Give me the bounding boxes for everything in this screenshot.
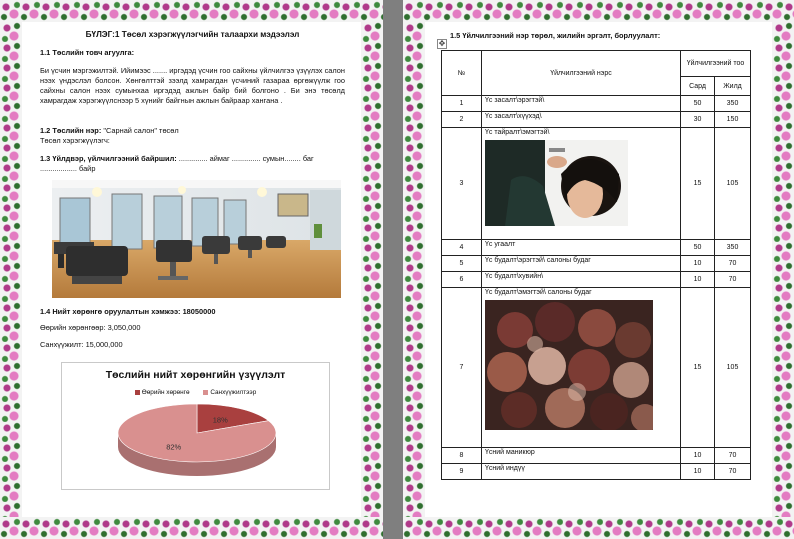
cell-year-text: 70	[728, 260, 737, 267]
cell-service	[482, 272, 681, 288]
cell-service-text: Үсний индүү	[485, 465, 525, 472]
cell-no	[442, 96, 482, 112]
flower-border-right	[361, 22, 383, 517]
curly-hair-photo	[485, 300, 653, 430]
legend-label-own: Өөрийн хөрөнгө	[141, 389, 190, 396]
cell-month	[681, 240, 715, 256]
cell-no	[442, 112, 482, 128]
cell-month-text: 15	[693, 364, 702, 371]
table-row	[442, 272, 751, 288]
cell-no-text: 3	[459, 180, 464, 187]
pie-chart	[61, 362, 330, 490]
cell-no-text: 9	[459, 468, 464, 475]
cell-year-text: 105	[726, 180, 739, 187]
cell-year-text: 350	[726, 244, 739, 251]
cell-no-text: 6	[459, 276, 464, 283]
cell-year	[715, 96, 751, 112]
cell-year-text: 350	[726, 100, 739, 107]
project-name: "Сарнай салон" төсөл	[101, 126, 179, 135]
own-funds-line: Өөрийн хөрөнгөөр: 3,050,000	[40, 323, 141, 332]
cell-year	[715, 256, 751, 272]
cell-month	[681, 272, 715, 288]
flower-border-top	[403, 0, 794, 22]
cell-year	[715, 240, 751, 256]
cell-month	[681, 112, 715, 128]
cell-year	[715, 272, 751, 288]
cell-no-text: 1	[459, 100, 464, 107]
cell-service-text: Үс будалт\эрэгтэй\ салоны будаг	[485, 257, 591, 264]
flower-border-bottom	[403, 517, 794, 539]
cell-service	[482, 448, 681, 464]
table-row	[442, 448, 751, 464]
flower-border-bottom	[0, 517, 383, 539]
cell-year	[715, 288, 751, 448]
section-1-2	[40, 126, 345, 136]
cell-year-text: 70	[728, 468, 737, 475]
col-header-month: Сард	[681, 77, 715, 96]
flower-border-left	[403, 22, 425, 517]
col-header-service: Үйлчилгээний нэрс	[482, 51, 681, 96]
cell-service	[482, 112, 681, 128]
section-1-5-heading: 1.5 Үйлчилгээний нэр төрөл, жилийн эргэлт, борлуулалт:	[450, 31, 661, 40]
cell-service	[482, 288, 681, 448]
table-row	[442, 240, 751, 256]
cell-service	[482, 128, 681, 240]
cell-year	[715, 448, 751, 464]
cell-no-text: 8	[459, 452, 464, 459]
col-header-count: Үйлчилгээний тоо	[681, 51, 751, 77]
section-1-1-heading: 1.1 Төслийн товч агуулга:	[40, 48, 135, 57]
cell-service-text: Үс будалт\эмэгтэй\ салоны будаг	[485, 289, 592, 296]
cell-month-text: 15	[693, 180, 702, 187]
cell-service	[482, 96, 681, 112]
cell-service-text: Үс тайралт\эмэгтэй\	[485, 129, 550, 136]
section-1-2-heading: 1.2 Төслийн нэр:	[40, 126, 102, 135]
cell-month	[681, 256, 715, 272]
cell-month-text: 10	[693, 276, 702, 283]
cell-month-text: 10	[693, 452, 702, 459]
cell-no-text: 4	[459, 244, 464, 251]
haircut-photo	[485, 140, 628, 226]
section-1-3	[40, 154, 345, 174]
table-header-row	[442, 51, 751, 77]
cell-year-text: 105	[726, 364, 739, 371]
table-row	[442, 256, 751, 272]
table-row	[442, 96, 751, 112]
pie-drawing	[62, 363, 329, 489]
flower-border-left	[0, 22, 22, 517]
cell-no-text: 5	[459, 260, 464, 267]
cell-service-text: Үс угаалт	[485, 241, 516, 248]
location-value: .............. аймаг .............. сумын........ баг .................. байр	[40, 154, 314, 173]
pie-label-1: 82%	[166, 442, 182, 452]
cell-service-text: Үс будалт\хувийн\	[485, 273, 544, 280]
cell-no	[442, 272, 482, 288]
chart-title: Төслийн нийт хөрөнгийн үзүүлэлт	[105, 369, 286, 381]
col-header-no: №	[442, 51, 482, 96]
services-table	[441, 50, 751, 480]
cell-month	[681, 448, 715, 464]
cell-month	[681, 96, 715, 112]
cell-service-text: Үс засалт\эрэгтэй\	[485, 97, 545, 104]
cell-no	[442, 448, 482, 464]
table-move-handle-icon[interactable]: ✥	[438, 39, 446, 48]
cell-month-text: 10	[693, 260, 702, 267]
cell-service	[482, 256, 681, 272]
cell-month-text: 50	[693, 244, 702, 251]
cell-no	[442, 240, 482, 256]
table-row	[442, 464, 751, 480]
cell-service-text: Үс засалт\хүүхэд\	[485, 113, 542, 120]
cell-month	[681, 128, 715, 240]
table-row	[442, 112, 751, 128]
table-row	[442, 128, 751, 240]
cell-year-text: 70	[728, 452, 737, 459]
loan-funds-line: Санхүүжилт: 15,000,000	[40, 340, 123, 349]
cell-month	[681, 288, 715, 448]
cell-service-text: Үсний маникюр	[485, 449, 535, 456]
table-row	[442, 288, 751, 448]
flower-border-right	[772, 22, 794, 517]
chapter-title: БҮЛЭГ:1 Төсөл хэрэгжүүлэгчийн талаархи мэдээлэл	[85, 30, 300, 39]
section-1-3-heading: 1.3 Үйлдвэр, үйлчилгээний байршил:	[40, 154, 177, 163]
salon-interior-photo	[52, 180, 341, 298]
cell-year	[715, 128, 751, 240]
cell-month	[681, 464, 715, 480]
pie-label-0: 18%	[212, 415, 228, 425]
cell-year	[715, 112, 751, 128]
cell-no-text: 7	[459, 364, 464, 371]
col-header-year: Жилд	[715, 77, 751, 96]
section-1-4-heading: 1.4 Нийт хөрөнгө оруулалтын хэмжээ: 18050000	[40, 307, 216, 316]
cell-month-text: 10	[693, 468, 702, 475]
flower-border-top	[0, 0, 383, 22]
cell-year-text: 150	[726, 116, 739, 123]
legend-label-loan: Санхүүжилтээр	[210, 389, 257, 396]
cell-no	[442, 256, 482, 272]
cell-no	[442, 128, 482, 240]
project-implementer-line: Төсөл хэрэгжүүлэгч:	[40, 136, 110, 145]
cell-year	[715, 464, 751, 480]
cell-year-text: 70	[728, 276, 737, 283]
cell-month-text: 50	[693, 100, 702, 107]
cell-no-text: 2	[459, 116, 464, 123]
cell-month-text: 30	[693, 116, 702, 123]
intro-paragraph: Би үсчин мэргэжилтэй. Ийимээс ....... иргэдэд үсчин гоо сайхны үйлчилгээ үзүүлэх салон нээх үндэслэл болсон. Хөнгөлттэй зээлд хамрагдан үсчиний газараа өргөжүүлж гоо сайхны салон нээх сумынхаа иргэдэд ажлын байр бий болгоно . Би энэ төсөлд хамрагдаж хэрэгжүүлснээр 5 хүнийг байгнын ажлын байраар хангана .	[40, 66, 345, 105]
cell-no	[442, 288, 482, 448]
cell-service	[482, 240, 681, 256]
cell-service	[482, 464, 681, 480]
cell-no	[442, 464, 482, 480]
